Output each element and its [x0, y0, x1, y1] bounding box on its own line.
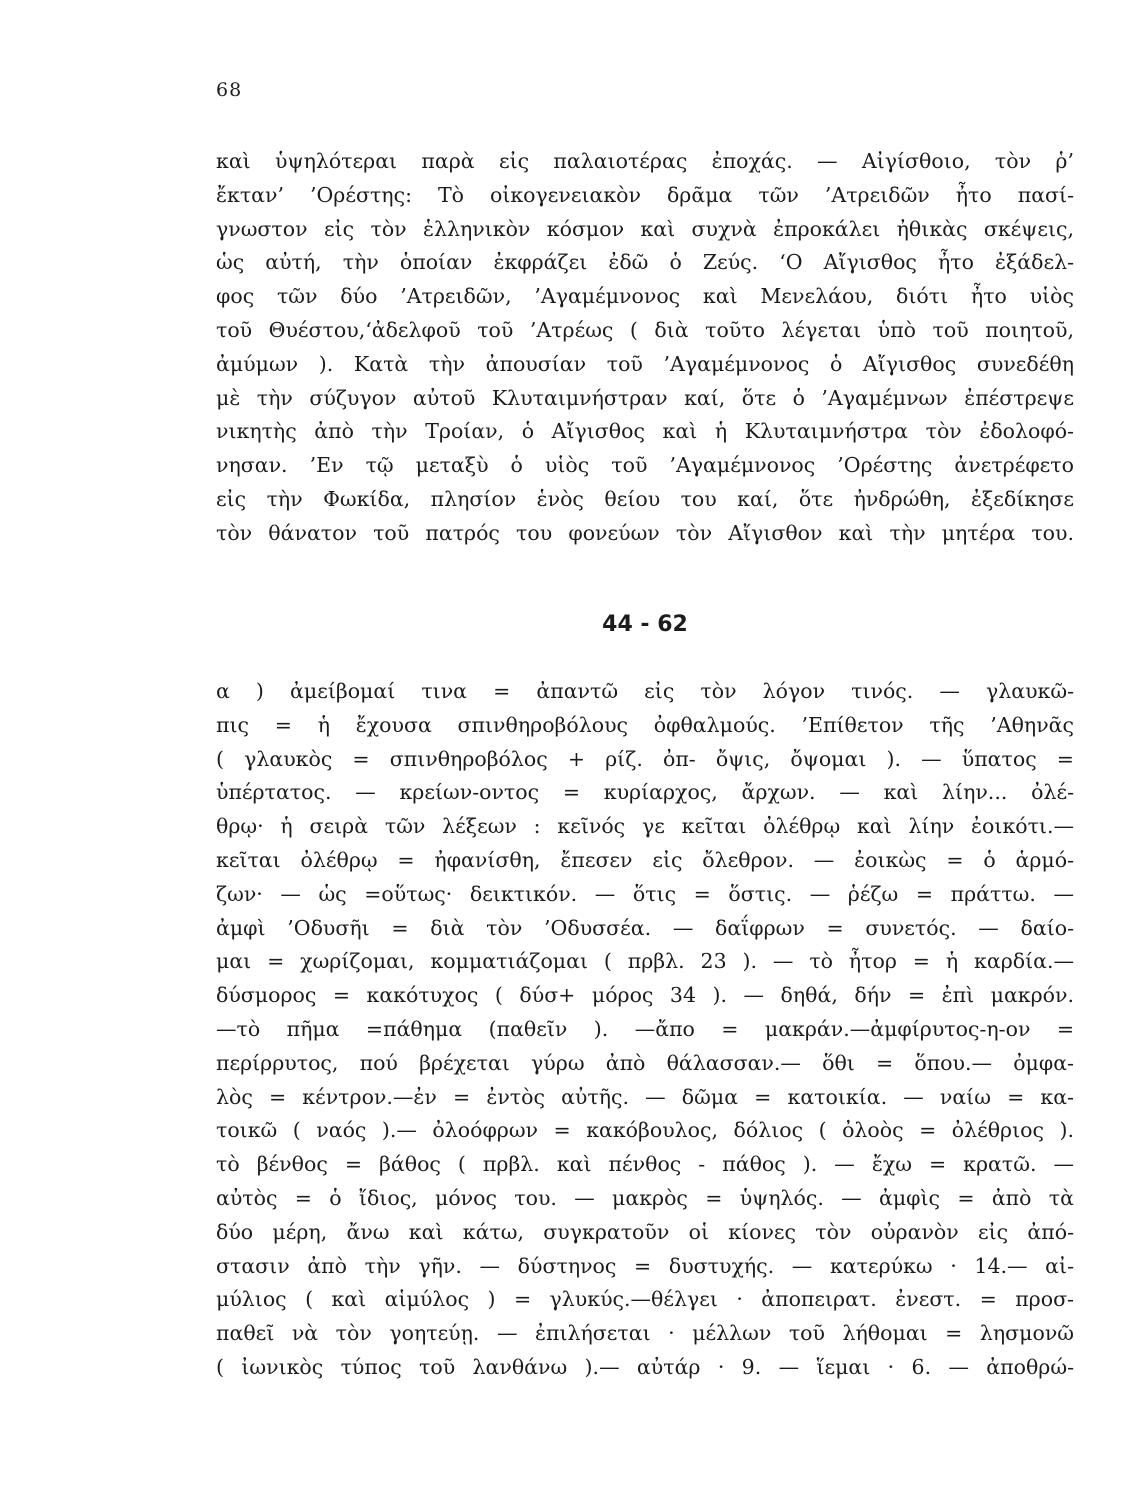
text-line: καὶ ὑψηλότεραι παρὰ εἰς παλαιοτέρας ἐποχάς. — Αἰγίσθοιο, τὸν ῥ’ [216, 149, 1074, 173]
text-line: θρῳ· ἡ σειρὰ τῶν λέξεων : κεῖνός γε κεῖται ὀλέθρῳ καὶ λίην ἐοικότι.— [216, 814, 1074, 839]
commentary-paragraph [216, 145, 1074, 551]
text-line: ἔκταν’ ’Ορέστης: Τὸ οἰκογενειακὸν δρᾶμα τῶν ’Ατρειδῶν ἦτο πασί- [216, 182, 1074, 207]
text-line: φος τῶν δύο ’Ατρειδῶν, ’Αγαμέμνονος καὶ Μενελάου, διότι ἦτο υἱὸς [216, 284, 1074, 309]
text-line: παθεῖ νὰ τὸν γοητεύῃ. — ἐπιλήσεται · μέλλων τοῦ λήθομαι = λησμονῶ [216, 1321, 1074, 1346]
text-line: μαι = χωρίζομαι, κομματιάζομαι ( πρβλ. 23 ). — τὸ ἦτορ = ἡ καρδία.— [216, 949, 1074, 974]
text-line: μὲ τὴν σύζυγον αὐτοῦ Κλυταιμνήστραν καί, ὅτε ὁ ’Αγαμέμνων ἐπέστρεψε [216, 385, 1074, 410]
text-line: δύο μέρη, ἄνω καὶ κάτω, συγκρατοῦν οἱ κίονες τὸν οὐρανὸν εἰς ἀπό- [216, 1219, 1074, 1244]
text-line: τὸ βένθος = βάθος ( πρβλ. καὶ πένθος - πάθος ). — ἔχω = κρατῶ. — [216, 1152, 1074, 1177]
text-line: ( ἰωνικὸς τύπος τοῦ λανθάνω ).— αὐτάρ · 9. — ἵεμαι · 6. — ἀποθρώ- [216, 1354, 1074, 1379]
text-line: στασιν ἀπὸ τὴν γῆν. — δύστηνος = δυστυχής. — κατερύκω · 14.— αἰ- [216, 1253, 1074, 1278]
text-line: τὸν θάνατον τοῦ πατρός του φονεύων τὸν Αἴγισθον καὶ τὴν μητέρα του. [216, 520, 1074, 545]
page-number: 68 [216, 79, 243, 101]
text-line: νησαν. ’Εν τῷ μεταξὺ ὁ υἱὸς τοῦ ’Αγαμέμνονος ’Ορέστης ἀνετρέφετο [216, 453, 1074, 478]
text-line: γνωστον εἰς τὸν ἑλληνικὸν κόσμον καὶ συχνὰ ἐπροκάλει ἠθικὰς σκέψεις, [216, 216, 1074, 241]
text-line: εἰς τὴν Φωκίδα, πλησίον ἑνὸς θείου του καί, ὅτε ἠνδρώθη, ἐξεδίκησε [216, 486, 1074, 511]
text-line: ( γλαυκὸς = σπινθηροβόλος + ρίζ. ὀπ- ὄψις, ὄψομαι ). — ὕπατος = [216, 746, 1074, 771]
text-line: μύλιος ( καὶ αἱμύλος ) = γλυκύς.—θέλγει · ἀποπειρατ. ἐνεστ. = προσ- [216, 1287, 1074, 1312]
text-line: ζων· — ὡς =οὕτως· δεικτικόν. — ὅτις = ὅστις. — ῥέζω = πράττω. — [216, 881, 1074, 906]
text-line: τοικῶ ( ναός ).— ὀλοόφρων = κακόβουλος, δόλιος ( ὀλοὸς = ὀλέθριος ). [216, 1118, 1074, 1143]
section-heading: 44 - 62 [602, 612, 688, 637]
text-line: αὐτὸς = ὁ ἴδιος, μόνος του. — μακρὸς = ὑψηλός. — ἀμφὶς = ἀπὸ τὰ [216, 1185, 1074, 1210]
glossary-paragraph [216, 675, 1074, 1385]
text-line: νικητὴς ἀπὸ τὴν Τροίαν, ὁ Αἴγισθος καὶ ἡ Κλυταιμνήστρα τὸν ἐδολοφό- [216, 419, 1074, 444]
text-line: περίρρυτος, πού βρέχεται γύρω ἀπὸ θάλασσαν.— ὅθι = ὅπου.— ὀμφα- [216, 1050, 1074, 1075]
text-line: κεῖται ὀλέθρῳ = ἠφανίσθη, ἔπεσεν εἰς ὄλεθρον. — ἐοικὼς = ὁ ἁρμό- [216, 847, 1074, 872]
text-line: α ) ἀμείβομαί τινα = ἀπαντῶ εἰς τὸν λόγον τινός. — γλαυκῶ- [216, 679, 1074, 703]
text-line: τοῦ Θυέστου,‘ἀδελφοῦ τοῦ ’Ατρέως ( διὰ τοῦτο λέγεται ὑπὸ τοῦ ποιητοῦ, [216, 317, 1074, 342]
text-line: δύσμορος = κακότυχος ( δύσ+ μόρος 34 ). — δηθά, δήν = ἐπὶ μακρόν. [216, 983, 1074, 1008]
text-line: πις = ἡ ἔχουσα σπινθηροβόλους ὀφθαλμούς. ’Επίθετον τῆς ’Αθηνᾶς [216, 712, 1074, 737]
text-line: ὡς αὐτή, τὴν ὁποίαν ἐκφράζει ἐδῶ ὁ Ζεύς. ‘Ο Αἴγισθος ἦτο ἐξάδελ- [216, 250, 1074, 275]
text-line: ἀμύμων ). Κατὰ τὴν ἀπουσίαν τοῦ ’Αγαμέμνονος ὁ Αἴγισθος συνεδέθη [216, 351, 1074, 376]
text-line: ὑπέρτατος. — κρείων-οντος = κυρίαρχος, ἄρχων. — καὶ λίην... ὀλέ- [216, 780, 1074, 805]
text-line: —τὸ πῆμα =πάθημα (παθεῖν ). —ἄπο = μακράν.—ἀμφίρυτος-η-ον = [216, 1016, 1074, 1041]
text-line: ἀμφὶ ’Οδυσῆι = διὰ τὸν ’Οδυσσέα. — δαΐφρων = συνετός. — δαίο- [216, 915, 1074, 940]
text-line: λὸς = κέντρον.—ἐν = ἐντὸς αὐτῆς. — δῶμα = κατοικία. — ναίω = κα- [216, 1084, 1074, 1109]
